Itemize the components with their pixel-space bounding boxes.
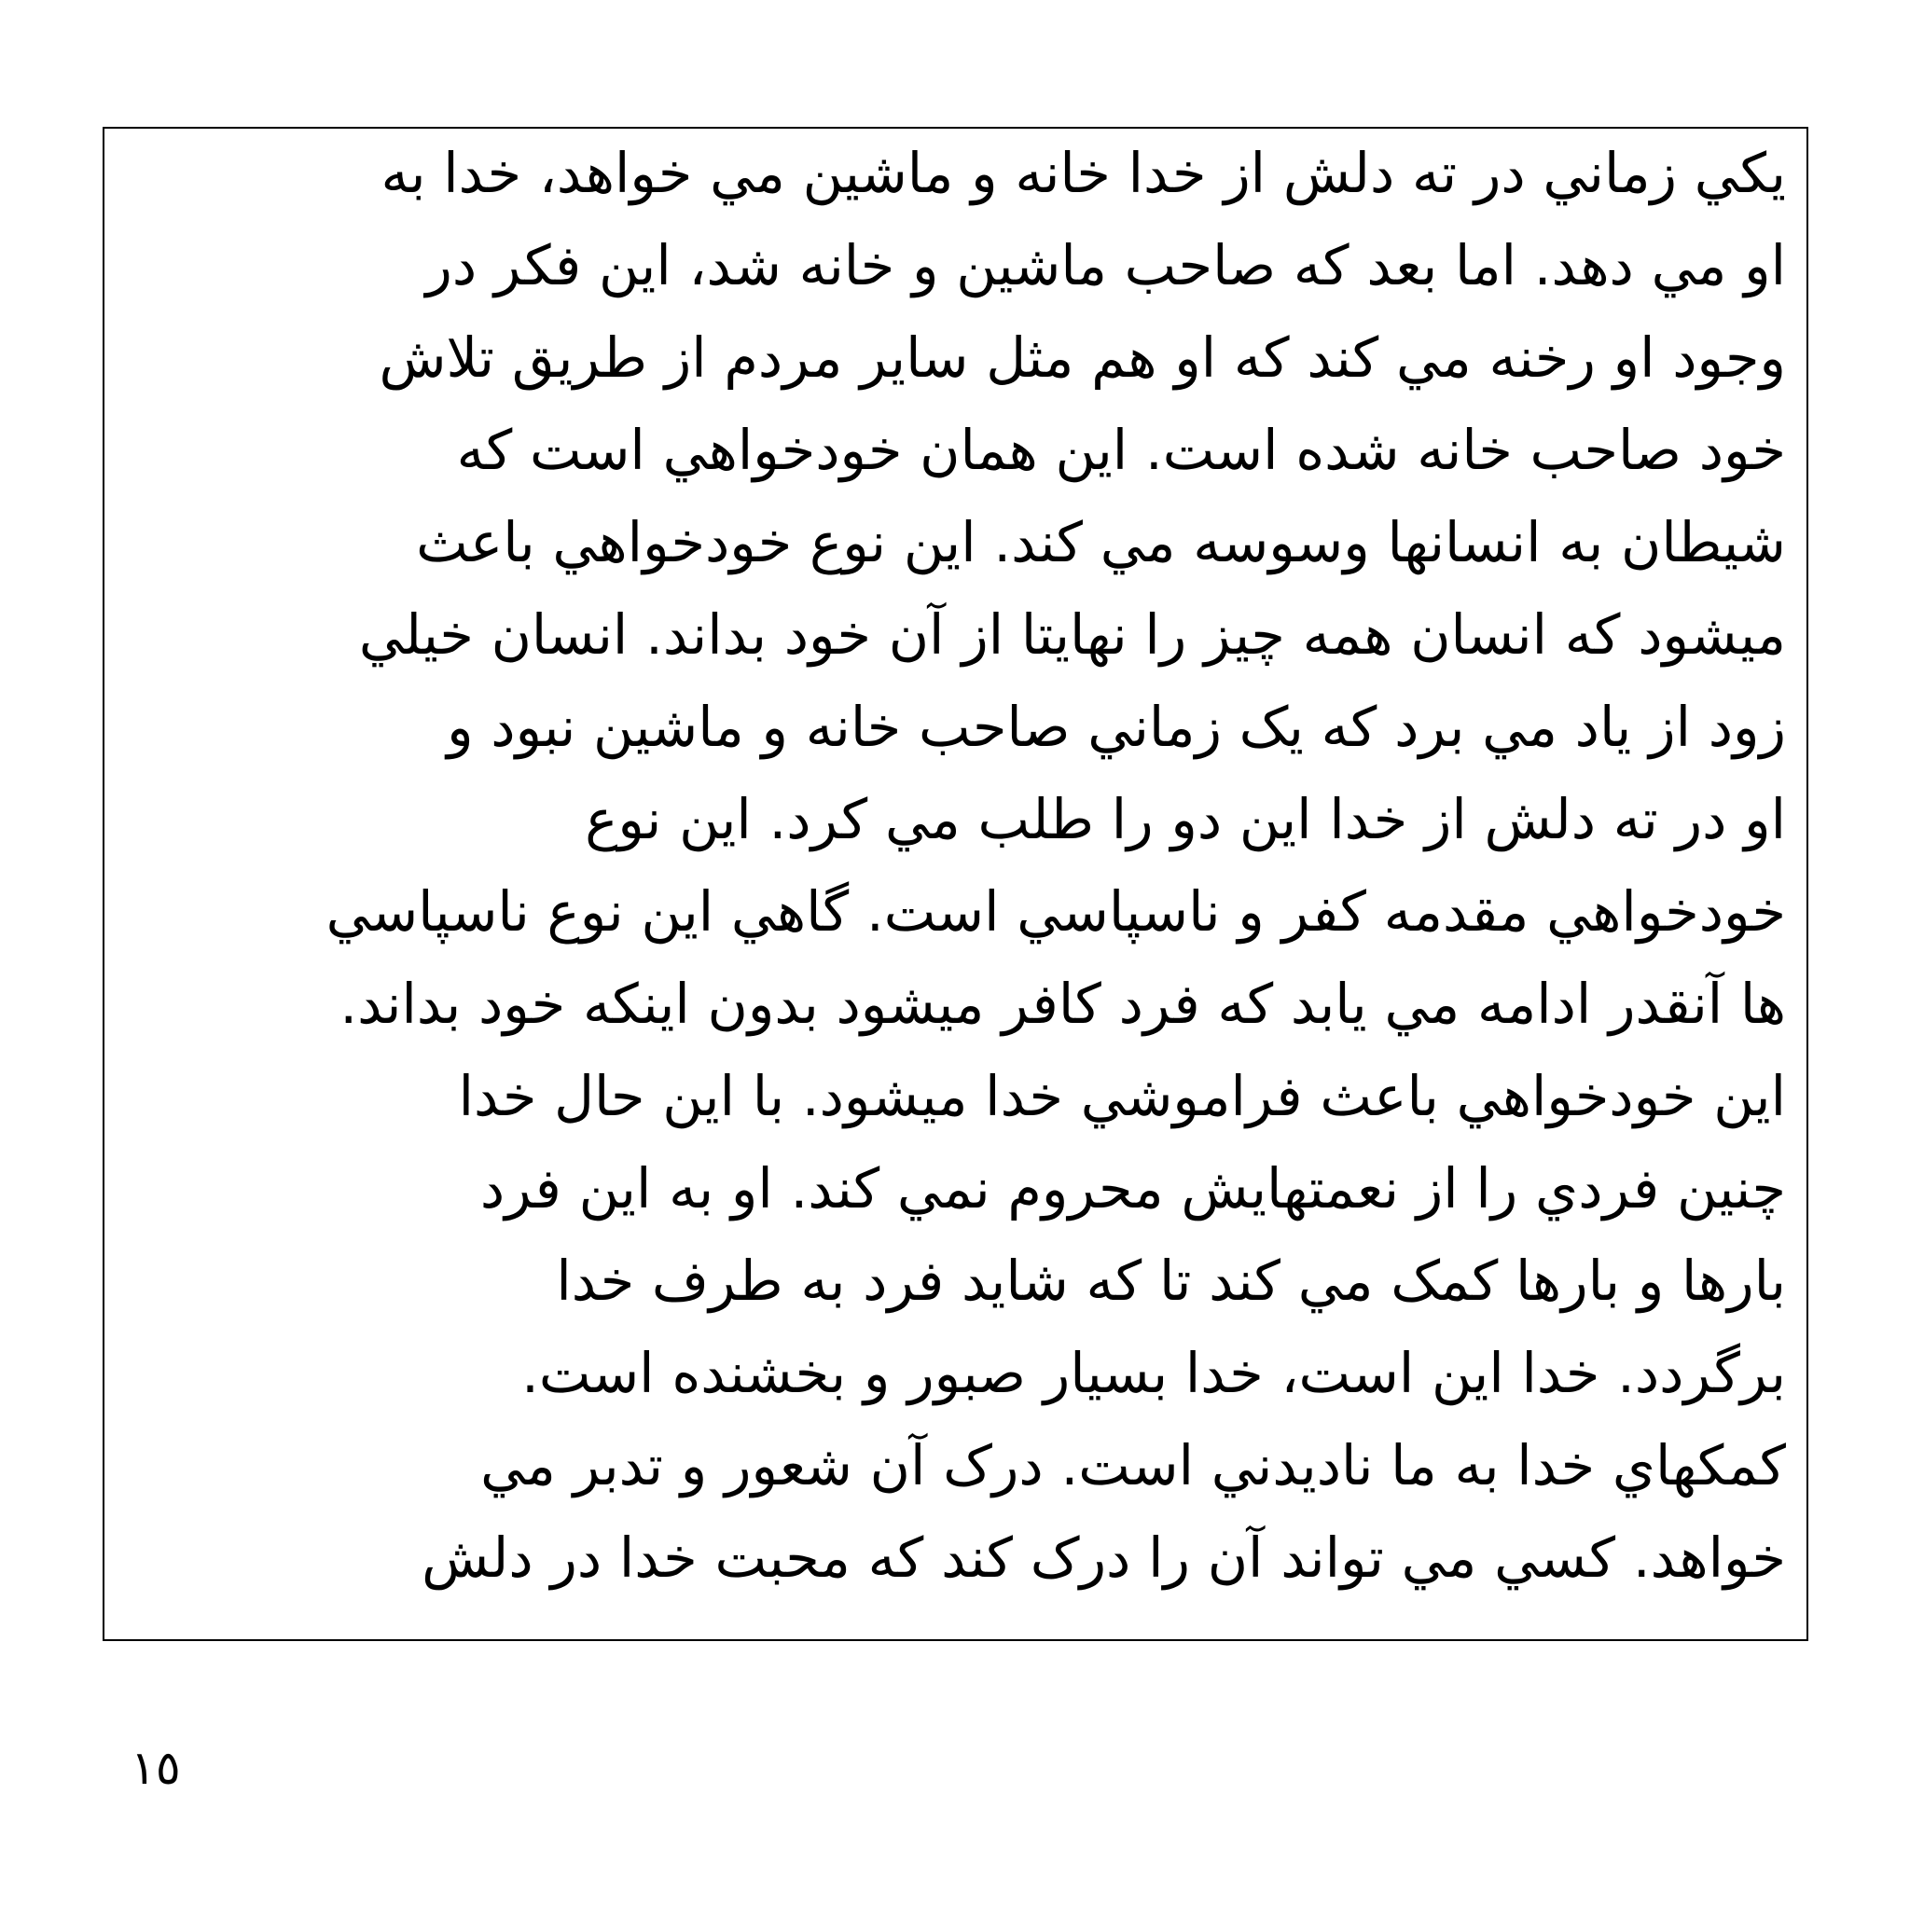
text-line-2: او مي دهد. اما بعد كه صاحب ماشين و خانه شد، اين فكر در xyxy=(425,233,1786,297)
text-line-16: خواهد. كسي مي تواند آن را درک كند كه محبت خدا در دلش xyxy=(422,1525,1786,1590)
text-line-3: وجود او رخنه مي كند كه او هم مثل ساير مردم از طريق تلاش xyxy=(379,325,1786,390)
text-line-12: چنين فردي را از نعمتهايش محروم نمي كند. او به اين فرد xyxy=(479,1156,1786,1221)
text-line-5: شيطان به انسانها وسوسه مي كند. اين نوع خودخواهي باعث xyxy=(416,510,1786,574)
text-line-1: يكي زماني در ته دلش از خدا خانه و ماشين مي خواهد، خدا به xyxy=(381,141,1786,205)
text-line-8: او در ته دلش از خدا اين دو را طلب مي كرد. اين نوع xyxy=(585,787,1786,851)
text-box xyxy=(103,127,1808,1641)
page-number: ١٥ xyxy=(131,1741,181,1795)
text-line-9: خودخواهي مقدمه كفر و ناسپاسي است. گاهي اين نوع ناسپاسي xyxy=(325,879,1786,944)
text-line-11: اين خودخواهي باعث فراموشي خدا ميشود. با اين حال خدا xyxy=(458,1064,1786,1128)
text-line-4: خود صاحب خانه شده است. اين همان خودخواهي است كه xyxy=(456,418,1786,482)
text-line-15: كمكهاي خدا به ما ناديدني است. درک آن شعور و تدبر مي xyxy=(480,1433,1786,1497)
text-line-7: زود از ياد مي برد كه يک زماني صاحب خانه و ماشين نبود و xyxy=(447,695,1786,759)
text-line-14: برگردد. خدا اين است، خدا بسيار صبور و بخشنده است. xyxy=(521,1341,1786,1405)
text-line-13: بارها و بارها كمک مي كند تا كه شايد فرد به طرف خدا xyxy=(556,1249,1786,1313)
text-line-10: ها آنقدر ادامه مي يابد كه فرد كافر ميشود بدون اينكه خود بداند. xyxy=(339,972,1786,1036)
text-line-6: ميشود كه انسان همه چيز را نهايتا از آن خود بداند. انسان خيلي xyxy=(358,602,1786,667)
